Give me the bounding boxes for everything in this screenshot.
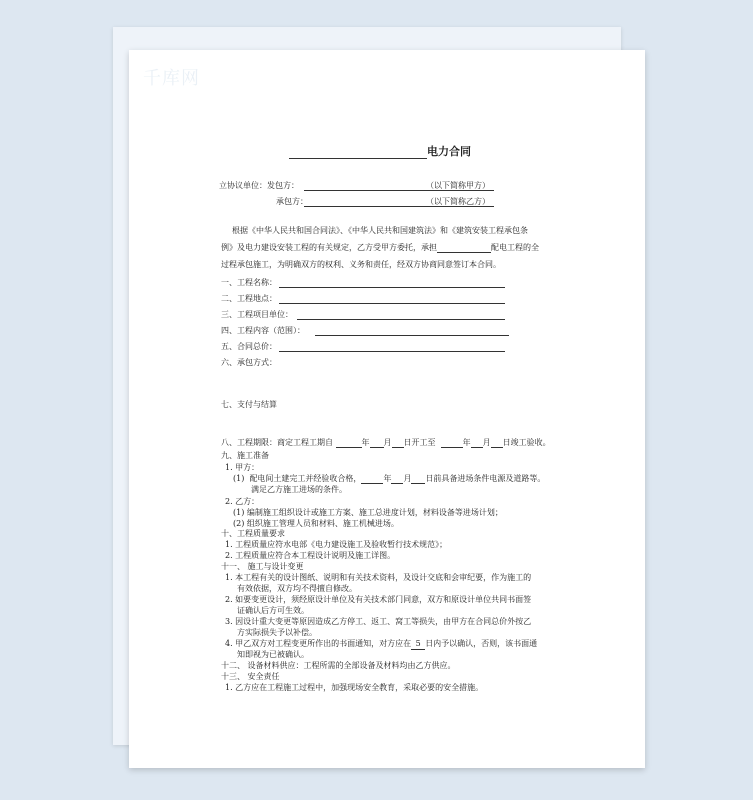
section-design-change: 十一、 施工与设计变更: [221, 562, 304, 571]
party-a-note: （以下简称甲方）: [426, 181, 490, 190]
party-b-item-2: (2) 组织施工管理人员和材料、施工机械进场。: [233, 519, 399, 528]
party-a-item-1: (1) 配电间土建完工并经验收合格， 年 月 日前具备进场条件电源及道路等。: [233, 474, 546, 483]
intro-line-3: 过程承包施工，为明确双方的权利、义务和责任，经双方协商同意签订本合同。: [221, 260, 501, 269]
party-b-label: 承包方：: [276, 197, 308, 206]
item-project-scope: 四、工程内容（范围）：: [221, 326, 305, 335]
document-page: [129, 50, 645, 768]
design-item-2: 2. 如要变更设计，须经原设计单位及有关技术部门同意，双方和原设计单位共同书面签: [225, 595, 532, 604]
design-item-3: 3. 因设计重大变更等原因造成乙方停工、返工、窝工等损失，由甲方在合同总价外按乙: [225, 617, 532, 626]
design-item-4: 4. 甲乙双方对工程变更所作出的书面通知，对方应在 5 日内予以确认，否则，该书面通: [225, 639, 538, 648]
design-item-1: 1. 本工程有关的设计图纸、说明和有关技术资料，及设计交底和会审纪要，作为施工的: [225, 573, 532, 582]
item-project-location: 二、工程地点：: [221, 294, 277, 303]
party-a-item-1-cont: 满足乙方施工进场的条件。: [251, 485, 347, 494]
safety-item-1: 1. 乙方应在工程施工过程中，加强现场安全教育，采取必要的安全措施。: [225, 683, 484, 692]
party-a-label: 立协议单位：发包方：: [219, 181, 299, 190]
design-item-2-cont: 证确认后方可生效。: [237, 606, 309, 615]
section-schedule: 八、工程期限：商定工程工期自 年 月 日开工至 年 月 日竣工验收。: [221, 438, 551, 447]
contract-title: [289, 143, 471, 159]
quality-item-1: 1. 工程质量应符水电部《电力建设施工及验收暂行技术规范》；: [225, 540, 448, 549]
item-contract-price: 五、合同总价：: [221, 342, 277, 351]
party-b-note: （以下简称乙方）: [426, 197, 490, 206]
item-project-unit: 三、工程项目单位：: [221, 310, 293, 319]
section-safety: 十三、 安全责任: [221, 672, 280, 681]
party-b-heading: 2. 乙方：: [225, 497, 260, 506]
section-materials: 十二、 设备材料供应：工程所需的全部设备及材料均由乙方供应。: [221, 661, 456, 670]
section-quality: 十、工程质量要求: [221, 529, 285, 538]
title-blank: [289, 149, 427, 159]
design-item-1-cont: 有效依据，双方均不得擅自修改。: [237, 584, 357, 593]
item-contract-mode: 六、承包方式：: [221, 358, 277, 367]
quality-item-2: 2. 工程质量应符合本工程设计说明及施工详图。: [225, 551, 396, 560]
design-item-4-cont: 知即视为已被确认。: [237, 650, 309, 659]
intro-line-1: 根据《中华人民共和国合同法》、《中华人民共和国建筑法》和《建筑安装工程承包条: [232, 226, 528, 235]
design-item-3-cont: 方实际损失予以补偿。: [237, 628, 317, 637]
title-text: 电力合同: [427, 146, 471, 158]
party-a-heading: 1. 甲方：: [225, 463, 260, 472]
section-payment: 七、支付与结算: [221, 400, 277, 409]
intro-line-2: 例》及电力建设安装工程的有关规定，乙方受甲方委托，承担 配电工程的全: [221, 243, 539, 252]
section-preparation: 九、施工准备: [221, 451, 269, 460]
item-project-name: 一、工程名称：: [221, 278, 277, 287]
watermark: 千库网: [143, 68, 200, 88]
party-b-item-1: (1) 编制施工组织设计或施工方案、施工总进度计划，材料设备等进场计划；: [233, 508, 503, 517]
